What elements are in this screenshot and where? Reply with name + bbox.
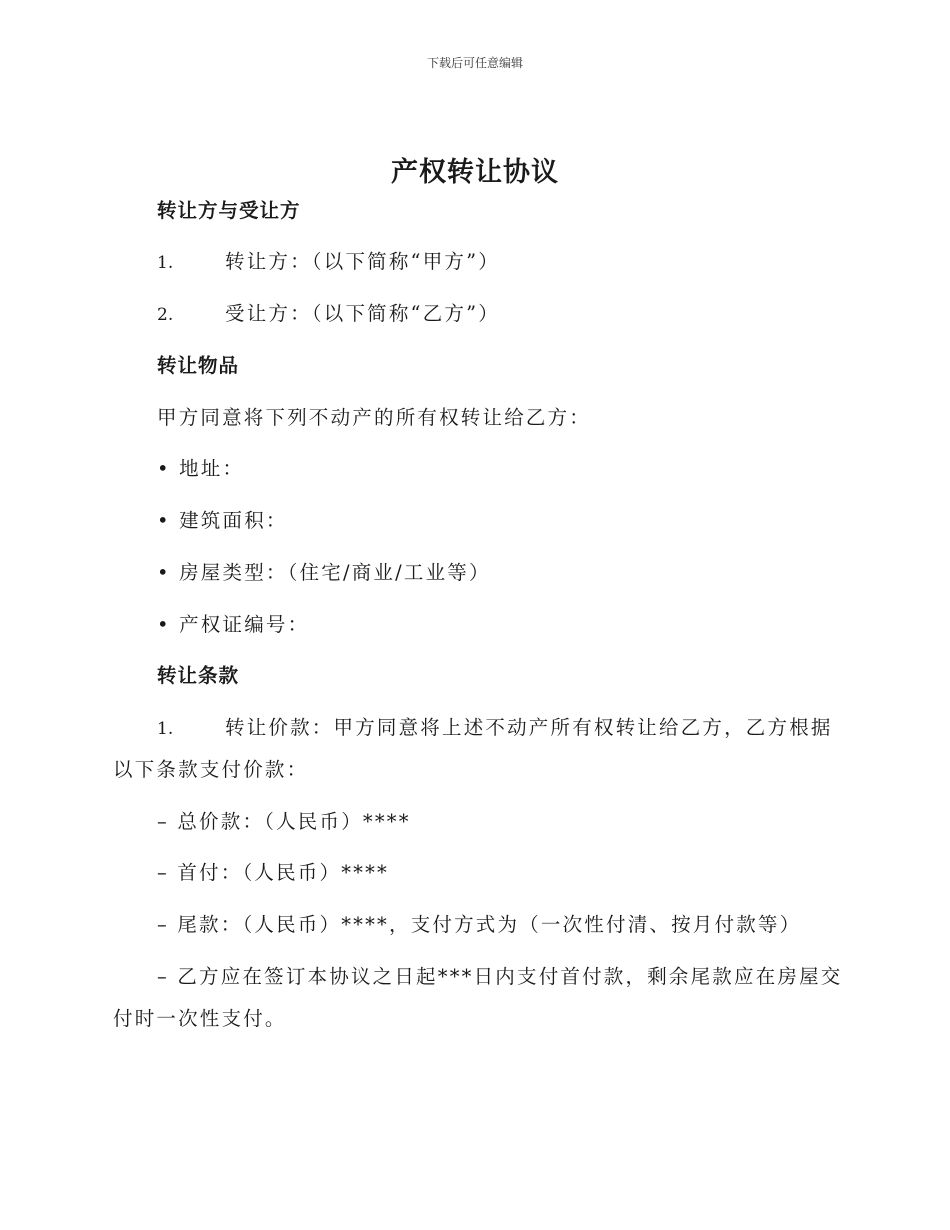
down-payment-line: – 首付：（人民币）**** (157, 861, 389, 884)
bullet-building-type: • 房屋类型：（住宅/商业/工业等） (157, 561, 491, 584)
bullet-address: • 地址： (157, 457, 245, 480)
transferee-line: 受让方：（以下简称“乙方”） (225, 302, 500, 325)
price-clause-line1: 转让价款：甲方同意将上述不动产所有权转让给乙方，乙方根据 (225, 716, 833, 739)
list-number: 1. (157, 253, 174, 273)
bullet-certificate-number: • 产权证编号： (157, 613, 310, 636)
section-heading-parties: 转让方与受让方 (157, 199, 301, 222)
list-number: 2. (157, 305, 174, 325)
total-price-line: – 总价款：（人民币）**** (157, 810, 411, 833)
property-intro: 甲方同意将下列不动产的所有权转让给乙方： (157, 406, 592, 429)
section-heading-terms: 转让条款 (157, 664, 240, 687)
payment-deadline-line2: 付时一次性支付。 (113, 1007, 287, 1030)
list-number: 1. (157, 719, 174, 739)
document-title: 产权转让协议 (391, 157, 559, 188)
section-heading-property: 转让物品 (157, 354, 240, 377)
bullet-floor-area: • 建筑面积： (157, 509, 288, 532)
balance-payment-line: – 尾款：（人民币）****，支付方式为（一次性付清、按月付款等） (157, 913, 802, 936)
transferor-line: 转让方：（以下简称“甲方”） (225, 250, 500, 273)
price-clause-line2: 以下条款支付价款： (113, 758, 309, 781)
payment-deadline-line1: – 乙方应在签订本协议之日起***日内支付首付款，剩余尾款应在房屋交 (157, 965, 843, 988)
header-note: 下载后可任意编辑 (426, 56, 523, 70)
